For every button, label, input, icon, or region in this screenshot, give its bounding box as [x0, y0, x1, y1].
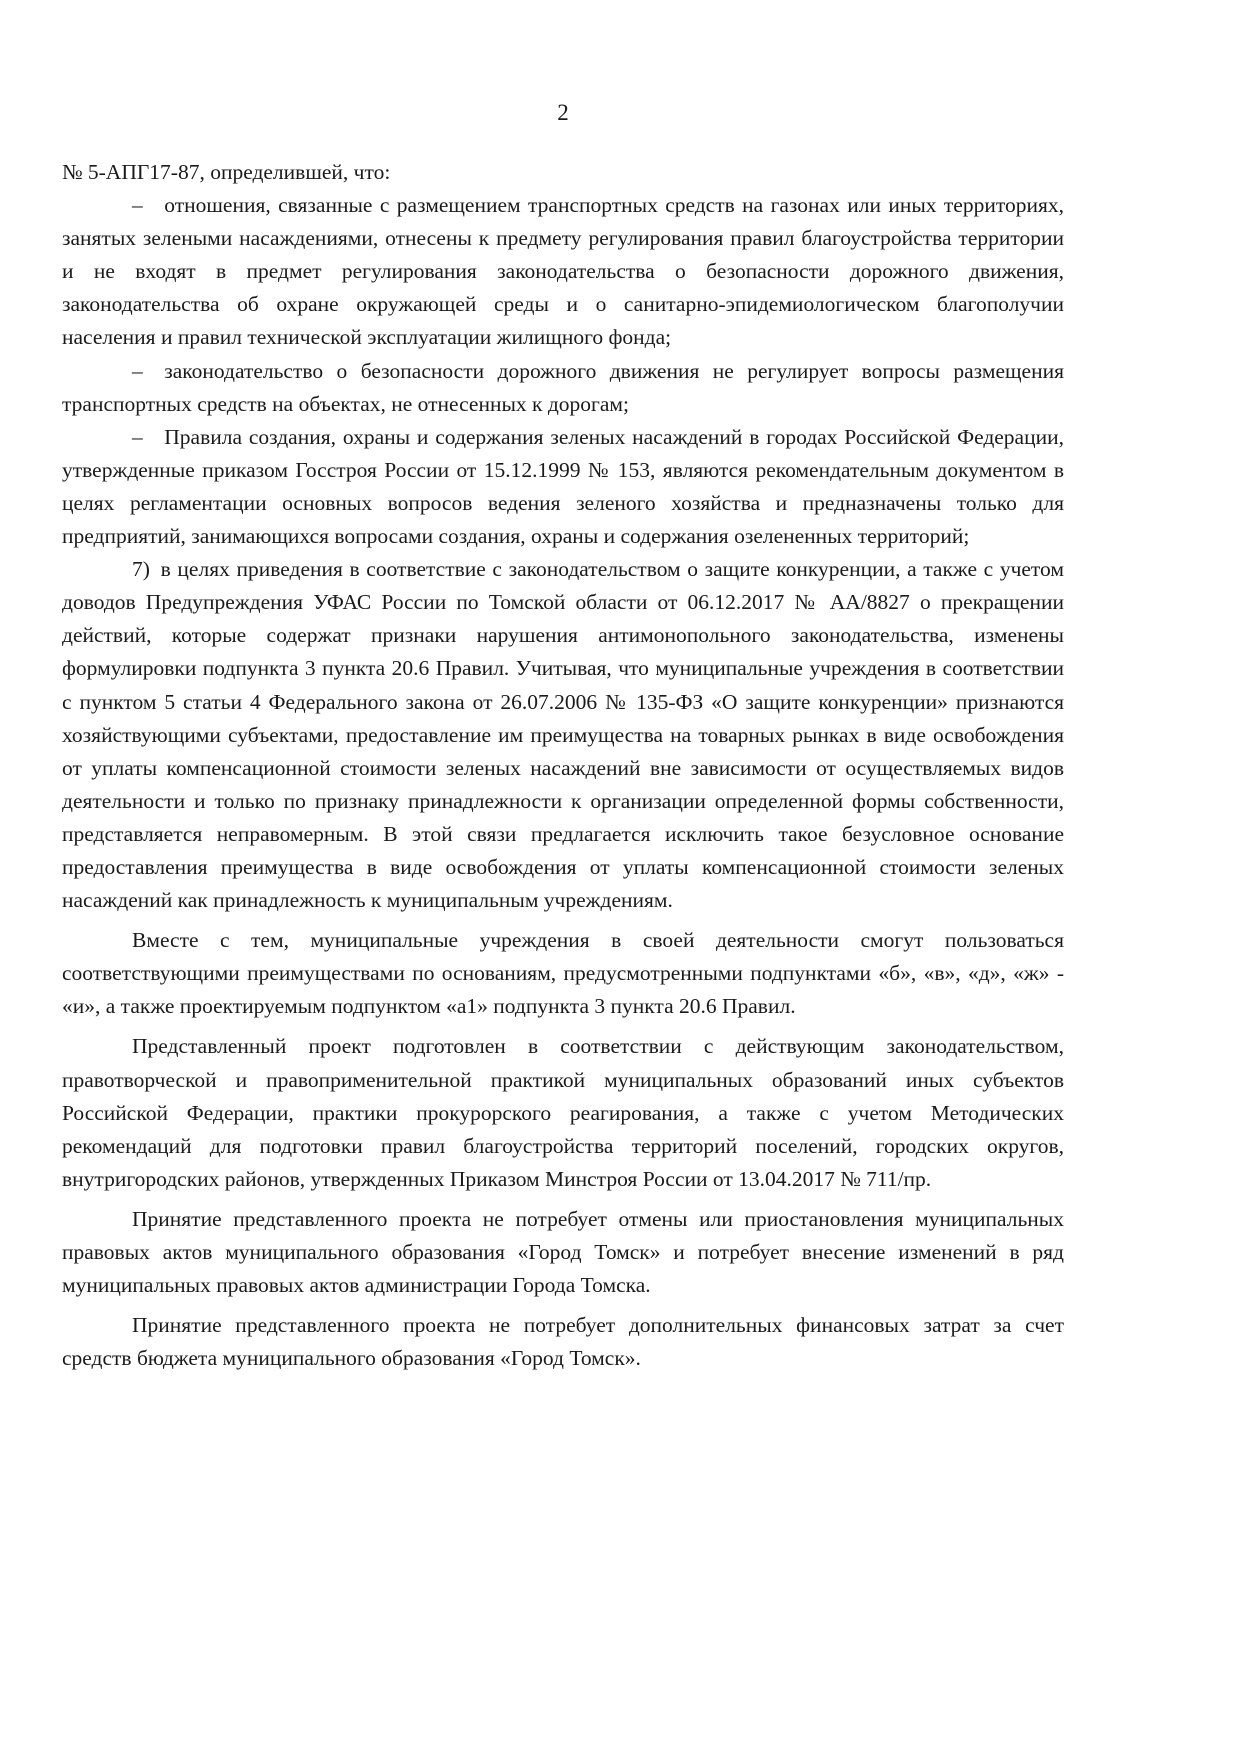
- paragraph-bullet-green-rules: – Правила создания, охраны и содержания зеленых насаждений в городах Российской Федерации, утвержденные приказом Госстроя России от 15.12.1999 № 153, являются рекомендательным документом в целях регламентации основных вопросов ведения зеленого хозяйства и предназначены только для предприятий, занимающихся вопросами создания, охраны и содержания озелененных территорий;: [62, 424, 1064, 549]
- paragraph-intro: № 5-АПГ17-87, определившей, что:: [62, 160, 391, 184]
- paragraph-legal-acts: Принятие представленного проекта не потребует отмены или приостановления муниципальных правовых актов муниципального образования «Город Томск» и потребует внесение изменений в ряд муниципальных правовых актов администрации Города Томска.: [62, 1206, 1064, 1298]
- page-number: 2: [557, 100, 569, 125]
- paragraph-financial: Принятие представленного проекта не потребует дополнительных финансовых затрат за счет средств бюджета муниципального образования «Город Томск».: [62, 1313, 1064, 1371]
- paragraph-bullet-parking: – отношения, связанные с размещением транспортных средств на газонах или иных территориях, занятых зелеными насаждениями, отнесены к предмету регулирования правил благоустройства территории и не входят в предмет регулирования законодательства о безопасности дорожного движения, законодательства об охране окружающей среды и о санитарно-эпидемиологическом благополучии населения и правил технической эксплуатации жилищного фонда;: [62, 193, 1064, 350]
- document-body: [62, 156, 1064, 1375]
- paragraph-bullet-road-safety: – законодательство о безопасности дорожного движения не регулирует вопросы размещения транспортных средств на объектах, не отнесенных к дорогам;: [62, 358, 1064, 416]
- paragraph-project-prepared: Представленный проект подготовлен в соответствии с действующим законодательством, правотворческой и правоприменительной практикой муниципальных образований иных субъектов Российской Федерации, практики прокурорского реагирования, а также с учетом Методических рекомендаций для подготовки правил благоустройства территорий поселений, городских округов, внутригородских районов, утвержденных Приказом Минстроя России от 13.04.2017 № 711/пр.: [62, 1034, 1064, 1191]
- paragraph-municipal-institutions: Вместе с тем, муниципальные учреждения в своей деятельности смогут пользоваться соответствующими преимуществами по основаниям, предусмотренными подпунктами «б», «в», «д», «ж» - «и», а также проектируемым подпунктом «а1» подпункта 3 пункта 20.6 Правил.: [62, 928, 1064, 1019]
- paragraph-item-7: 7) в целях приведения в соответствие с законодательством о защите конкуренции, а также с учетом доводов Предупреждения УФАС России по Томской области от 06.12.2017 № АА/8827 о прекращении действий, которые содержат признаки нарушения антимонопольного законодательства, изменены формулировки подпункта 3 пункта 20.6 Правил. Учитывая, что муниципальные учреждения в соответствии с пунктом 5 статьи 4 Федерального закона от 26.07.2006 № 135-ФЗ «О защите конкуренции» признаются хозяйствующими субъектами, предоставление им преимущества на товарных рынках в виде освобождения от уплаты компенсационной стоимости зеленых насаждений вне зависимости от осуществляемых видов деятельности и только по признаку принадлежности к организации определенной формы собственности, представляется неправомерным. В этой связи предлагается исключить такое безусловное основание предоставления преимущества в виде освобождения от уплаты компенсационной стоимости зеленых насаждений как принадлежность к муниципальным учреждениям.: [62, 557, 1064, 913]
